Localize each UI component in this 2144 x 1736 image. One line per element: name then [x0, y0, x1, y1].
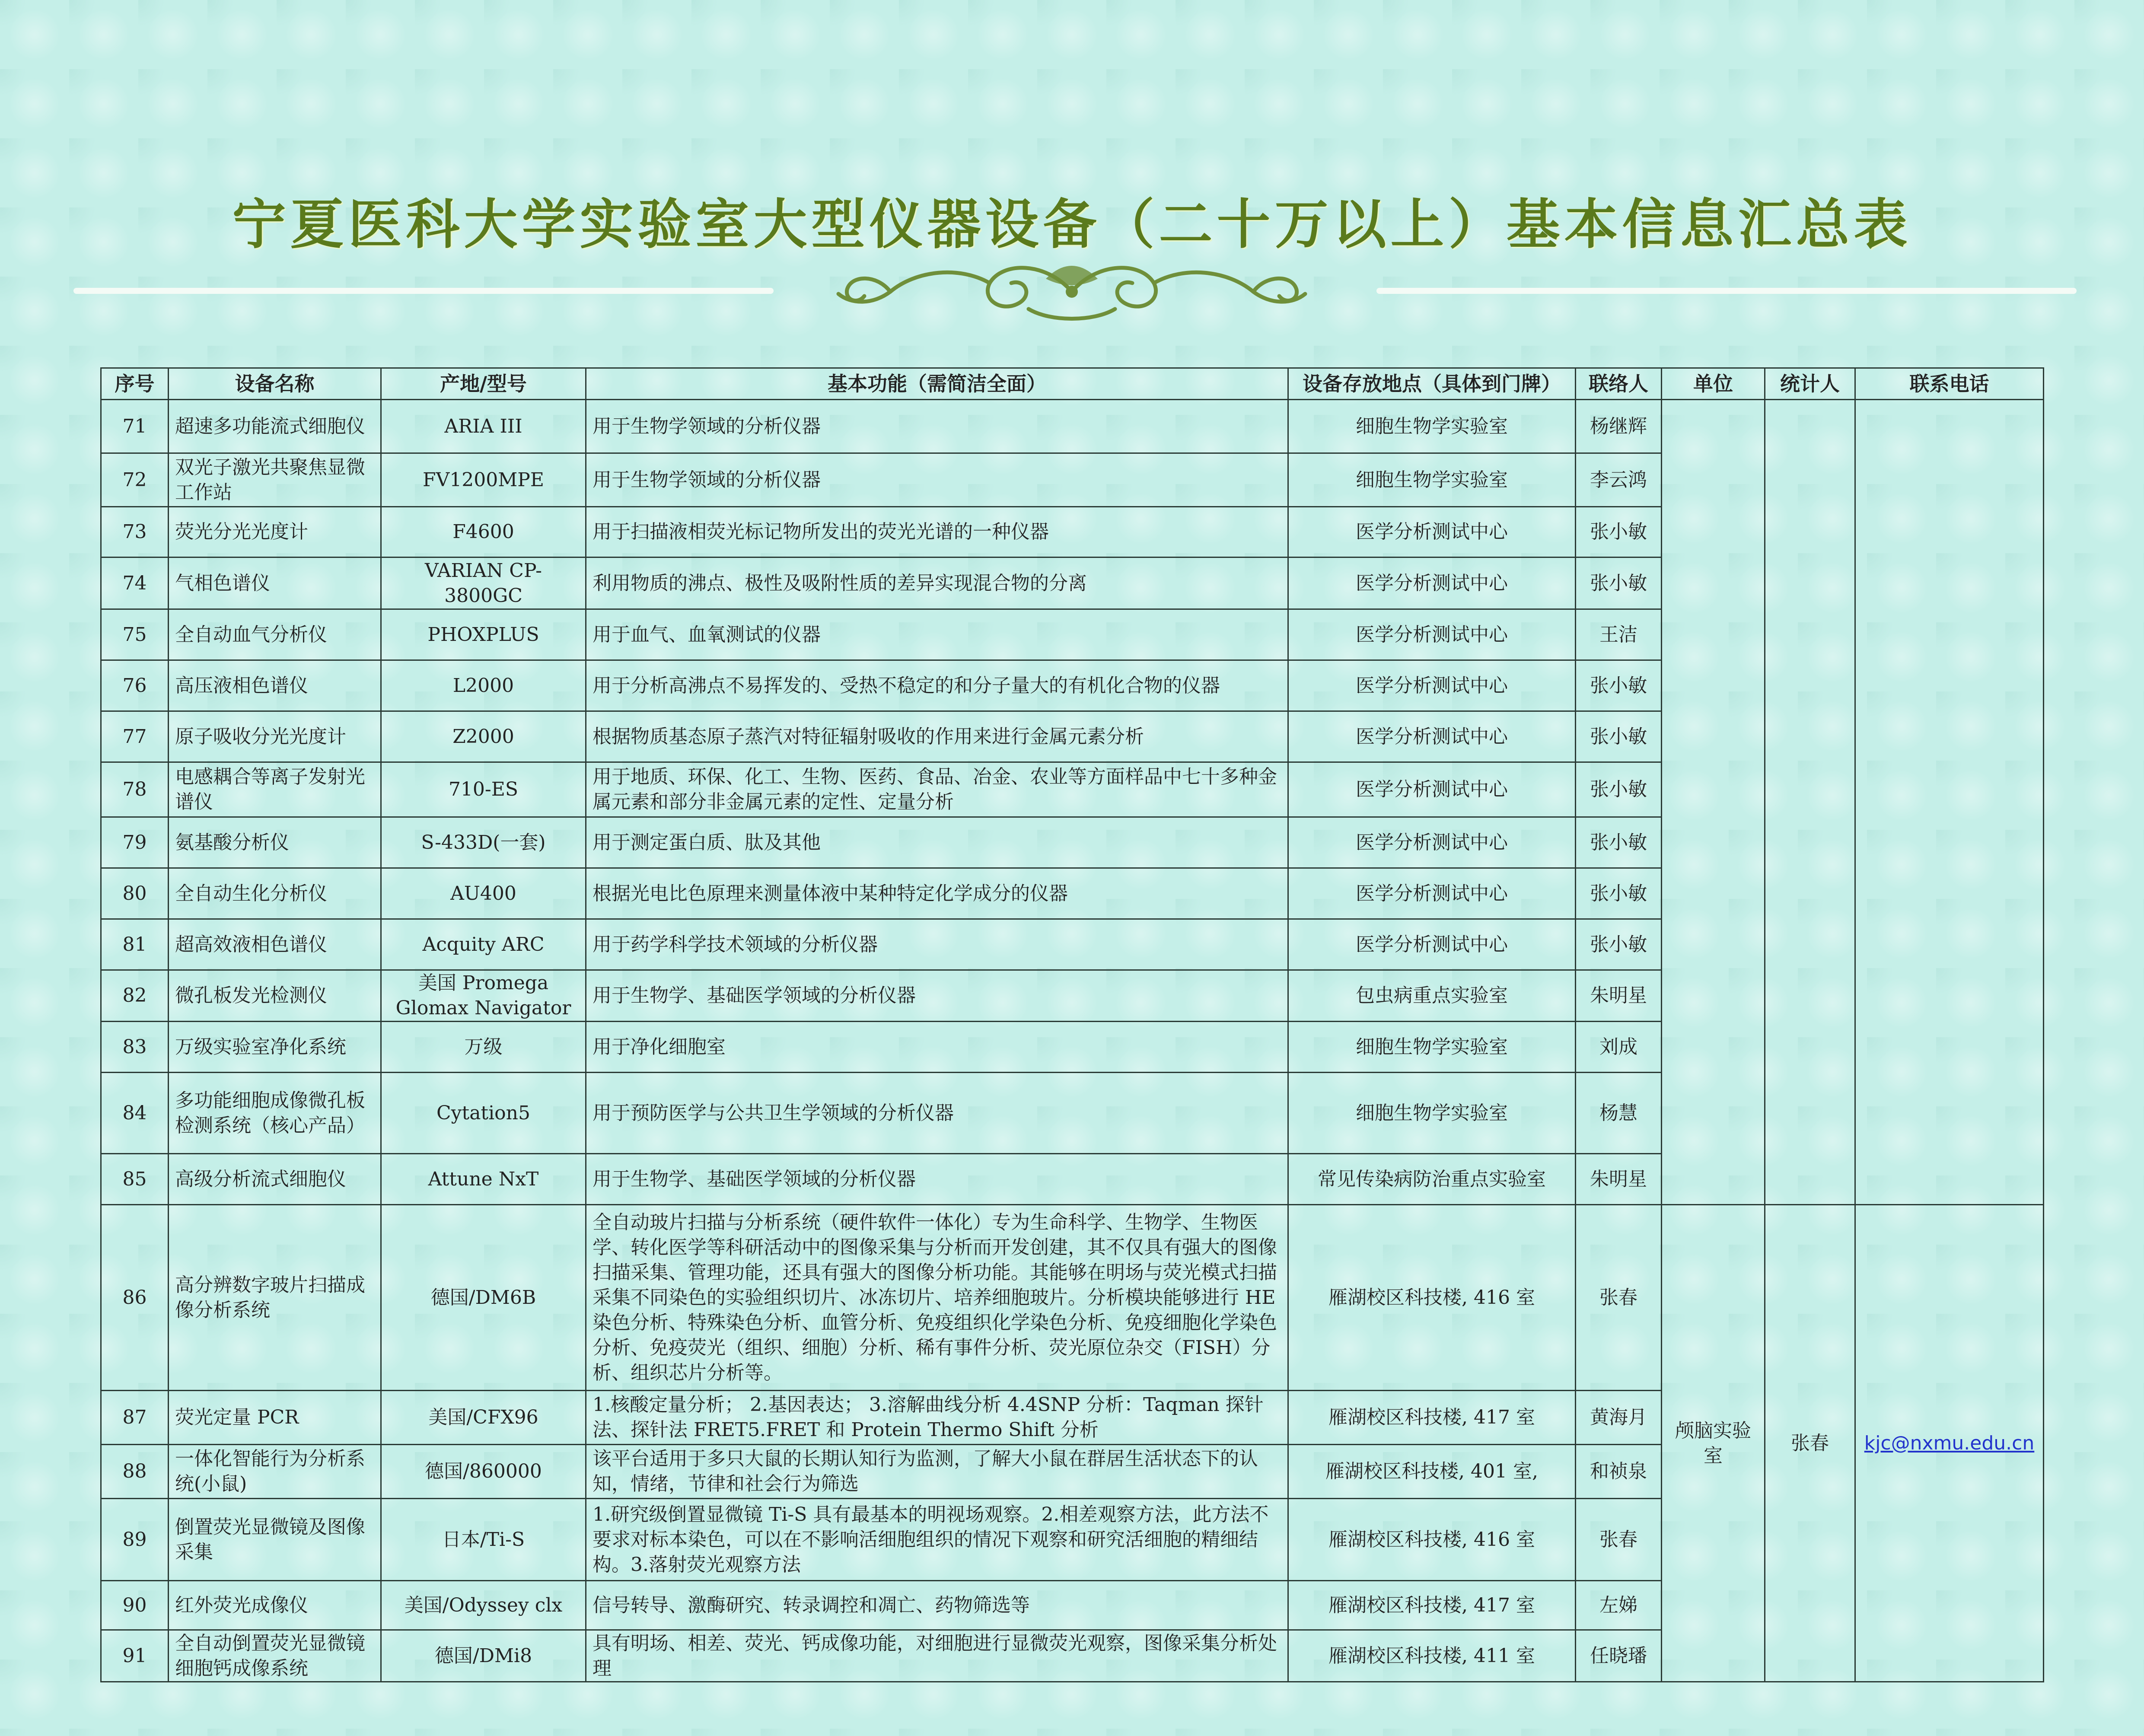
cell-seq: 76	[101, 660, 169, 711]
header-contact: 联络人	[1576, 368, 1662, 400]
cell-model: Acquity ARC	[381, 919, 586, 970]
cell-name: 荧光分光光度计	[169, 507, 381, 557]
cell-function: 用于预防医学与公共卫生学领域的分析仪器	[586, 1073, 1288, 1154]
cell-model: Z2000	[381, 711, 586, 762]
cell-location: 医学分析测试中心	[1288, 507, 1576, 557]
cell-contact: 杨继辉	[1576, 400, 1662, 453]
cell-function: 用于测定蛋白质、肽及其他	[586, 817, 1288, 868]
cell-location: 细胞生物学实验室	[1288, 1022, 1576, 1073]
cell-phone-blank	[1855, 400, 2044, 1205]
cell-location: 常见传染病防治重点实验室	[1288, 1154, 1576, 1205]
cell-location: 医学分析测试中心	[1288, 868, 1576, 919]
cell-name: 原子吸收分光光度计	[169, 711, 381, 762]
flourish-ornament-icon	[787, 253, 1357, 331]
cell-function: 根据光电比色原理来测量体液中某种特定化学成分的仪器	[586, 868, 1288, 919]
cell-contact: 朱明星	[1576, 1154, 1662, 1205]
cell-function: 用于生物学领域的分析仪器	[586, 453, 1288, 507]
cell-function: 用于血气、血氧测试的仪器	[586, 609, 1288, 660]
cell-function: 1.研究级倒置显微镜 Ti-S 具有最基本的明视场观察。2.相差观察方法，此方法不要求对标本染色，可以在不影响活细胞组织的情况下观察和研究活细胞的精细结构。3.落射荧光观察方法	[586, 1499, 1288, 1581]
cell-model: AU400	[381, 868, 586, 919]
cell-seq: 84	[101, 1073, 169, 1154]
cell-model: 万级	[381, 1022, 586, 1073]
header-stat: 统计人	[1765, 368, 1855, 400]
cell-function: 用于净化细胞室	[586, 1022, 1288, 1073]
cell-name: 高压液相色谱仪	[169, 660, 381, 711]
cell-location: 细胞生物学实验室	[1288, 453, 1576, 507]
cell-model: Attune NxT	[381, 1154, 586, 1205]
cell-contact: 朱明星	[1576, 970, 1662, 1022]
cell-model: ARIA III	[381, 400, 586, 453]
cell-contact: 和祯泉	[1576, 1445, 1662, 1499]
cell-contact: 张小敏	[1576, 762, 1662, 817]
cell-function: 用于药学科学技术领域的分析仪器	[586, 919, 1288, 970]
cell-seq: 87	[101, 1391, 169, 1445]
cell-model: FV1200MPE	[381, 453, 586, 507]
page-title: 宁夏医科大学实验室大型仪器设备（二十万以上）基本信息汇总表	[232, 194, 1912, 256]
cell-location: 医学分析测试中心	[1288, 919, 1576, 970]
cell-seq: 89	[101, 1499, 169, 1581]
cell-model: F4600	[381, 507, 586, 557]
cell-seq: 81	[101, 919, 169, 970]
cell-contact: 张小敏	[1576, 817, 1662, 868]
cell-name: 微孔板发光检测仪	[169, 970, 381, 1022]
header-phone: 联系电话	[1855, 368, 2044, 400]
cell-location: 雁湖校区科技楼, 411 室	[1288, 1630, 1576, 1682]
cell-function: 根据物质基态原子蒸汽对特征辐射吸收的作用来进行金属元素分析	[586, 711, 1288, 762]
cell-model: 德国/DMi8	[381, 1630, 586, 1682]
header-function: 基本功能（需简洁全面）	[586, 368, 1288, 400]
cell-function: 全自动玻片扫描与分析系统（硬件软件一体化）专为生命科学、生物学、生物医学、转化医学等科研活动中的图像采集与分析而开发创建，其不仅具有强大的图像扫描采集、管理功能，还具有强大的图像分析功能。其能够在明场与荧光模式扫描采集不同染色的实验组织切片、冰冻切片、培养细胞玻片。分析模块能够进行 HE 染色分析、特殊染色分析、血管分析、免疫组织化学染色分析、免疫细胞化学染色分析、免疫荧光（组织、细胞）分析、稀有事件分析、荧光原位杂交（FISH）分析、组织芯片分析等。	[586, 1205, 1288, 1391]
cell-name: 电感耦合等离子发射光谱仪	[169, 762, 381, 817]
cell-name: 超高效液相色谱仪	[169, 919, 381, 970]
cell-seq: 85	[101, 1154, 169, 1205]
cell-function: 利用物质的沸点、极性及吸附性质的差异实现混合物的分离	[586, 557, 1288, 609]
cell-contact: 李云鸿	[1576, 453, 1662, 507]
cell-contact: 张小敏	[1576, 660, 1662, 711]
cell-name: 万级实验室净化系统	[169, 1022, 381, 1073]
cell-model: PHOXPLUS	[381, 609, 586, 660]
cell-seq: 82	[101, 970, 169, 1022]
cell-seq: 91	[101, 1630, 169, 1682]
cell-model: L2000	[381, 660, 586, 711]
cell-name: 超速多功能流式细胞仪	[169, 400, 381, 453]
cell-model: S-433D(一套)	[381, 817, 586, 868]
cell-name: 高分辨数字玻片扫描成像分析系统	[169, 1205, 381, 1391]
cell-contact: 张春	[1576, 1499, 1662, 1581]
cell-name: 红外荧光成像仪	[169, 1581, 381, 1630]
cell-function: 用于扫描液相荧光标记物所发出的荧光光谱的一种仪器	[586, 507, 1288, 557]
cell-name: 全自动倒置荧光显微镜细胞钙成像系统	[169, 1630, 381, 1682]
cell-seq: 80	[101, 868, 169, 919]
header-unit: 单位	[1662, 368, 1765, 400]
cell-contact: 左娣	[1576, 1581, 1662, 1630]
cell-contact: 任晓璠	[1576, 1630, 1662, 1682]
cell-seq: 71	[101, 400, 169, 453]
cell-contact: 张小敏	[1576, 919, 1662, 970]
cell-contact: 王洁	[1576, 609, 1662, 660]
table-header-row	[101, 368, 2044, 400]
cell-location: 医学分析测试中心	[1288, 557, 1576, 609]
cell-location: 雁湖校区科技楼, 417 室	[1288, 1391, 1576, 1445]
cell-location: 医学分析测试中心	[1288, 660, 1576, 711]
title-rule-left	[73, 288, 774, 294]
cell-name: 一体化智能行为分析系统(小鼠)	[169, 1445, 381, 1499]
cell-seq: 74	[101, 557, 169, 609]
cell-location: 包虫病重点实验室	[1288, 970, 1576, 1022]
cell-contact: 张小敏	[1576, 557, 1662, 609]
cell-contact: 刘成	[1576, 1022, 1662, 1073]
cell-model: 美国 Promega Glomax Navigator	[381, 970, 586, 1022]
contact-email-link[interactable]: kjc@nxmu.edu.cn	[1864, 1432, 2035, 1454]
cell-location: 雁湖校区科技楼, 416 室	[1288, 1205, 1576, 1391]
cell-seq: 78	[101, 762, 169, 817]
equipment-table	[100, 367, 2044, 1682]
cell-name: 多功能细胞成像微孔板检测系统（核心产品）	[169, 1073, 381, 1154]
cell-stat: 张春	[1765, 1205, 1855, 1682]
cell-function: 1.核酸定量分析； 2.基因表达； 3.溶解曲线分析 4.4SNP 分析：Taqman 探针法、探针法 FRET5.FRET 和 Protein Thermo Shift 分析	[586, 1391, 1288, 1445]
cell-model: 德国/DM6B	[381, 1205, 586, 1391]
cell-contact: 黄海月	[1576, 1391, 1662, 1445]
header-seq: 序号	[101, 368, 169, 400]
table-row	[101, 1205, 2044, 1391]
cell-unit: 颅脑实验室	[1662, 1205, 1765, 1682]
cell-location: 医学分析测试中心	[1288, 609, 1576, 660]
cell-seq: 79	[101, 817, 169, 868]
cell-stat-blank	[1765, 400, 1855, 1205]
cell-model: 710-ES	[381, 762, 586, 817]
header-model: 产地/型号	[381, 368, 586, 400]
cell-seq: 77	[101, 711, 169, 762]
header-name: 设备名称	[169, 368, 381, 400]
cell-location: 雁湖校区科技楼, 416 室	[1288, 1499, 1576, 1581]
cell-name: 双光子激光共聚焦显微工作站	[169, 453, 381, 507]
cell-contact: 张小敏	[1576, 868, 1662, 919]
cell-model: VARIAN CP-3800GC	[381, 557, 586, 609]
cell-seq: 86	[101, 1205, 169, 1391]
cell-name: 倒置荧光显微镜及图像采集	[169, 1499, 381, 1581]
cell-name: 气相色谱仪	[169, 557, 381, 609]
cell-location: 雁湖校区科技楼, 417 室	[1288, 1581, 1576, 1630]
cell-name: 全自动生化分析仪	[169, 868, 381, 919]
cell-function: 用于生物学、基础医学领域的分析仪器	[586, 970, 1288, 1022]
cell-seq: 72	[101, 453, 169, 507]
cell-function: 用于生物学、基础医学领域的分析仪器	[586, 1154, 1288, 1205]
cell-name: 高级分析流式细胞仪	[169, 1154, 381, 1205]
cell-location: 细胞生物学实验室	[1288, 1073, 1576, 1154]
cell-name: 氨基酸分析仪	[169, 817, 381, 868]
cell-model: 德国/860000	[381, 1445, 586, 1499]
cell-contact: 张小敏	[1576, 711, 1662, 762]
cell-function: 具有明场、相差、荧光、钙成像功能，对细胞进行显微荧光观察，图像采集分析处理	[586, 1630, 1288, 1682]
cell-function: 用于分析高沸点不易挥发的、受热不稳定的和分子量大的有机化合物的仪器	[586, 660, 1288, 711]
cell-model: 美国/Odyssey clx	[381, 1581, 586, 1630]
header-location: 设备存放地点（具体到门牌）	[1288, 368, 1576, 400]
cell-model: Cytation5	[381, 1073, 586, 1154]
cell-name: 荧光定量 PCR	[169, 1391, 381, 1445]
cell-seq: 73	[101, 507, 169, 557]
cell-location: 细胞生物学实验室	[1288, 400, 1576, 453]
cell-function: 用于生物学领域的分析仪器	[586, 400, 1288, 453]
cell-seq: 88	[101, 1445, 169, 1499]
table-row	[101, 400, 2044, 453]
cell-phone	[1855, 1205, 2044, 1682]
title-rule-right	[1376, 288, 2077, 294]
cell-name: 全自动血气分析仪	[169, 609, 381, 660]
cell-location: 雁湖校区科技楼, 401 室,	[1288, 1445, 1576, 1499]
cell-contact: 张小敏	[1576, 507, 1662, 557]
cell-function: 信号转导、激酶研究、转录调控和凋亡、药物筛选等	[586, 1581, 1288, 1630]
cell-contact: 张春	[1576, 1205, 1662, 1391]
cell-unit-blank	[1662, 400, 1765, 1205]
cell-location: 医学分析测试中心	[1288, 711, 1576, 762]
cell-model: 美国/CFX96	[381, 1391, 586, 1445]
cell-contact: 杨慧	[1576, 1073, 1662, 1154]
cell-location: 医学分析测试中心	[1288, 817, 1576, 868]
cell-seq: 75	[101, 609, 169, 660]
cell-model: 日本/Ti-S	[381, 1499, 586, 1581]
cell-location: 医学分析测试中心	[1288, 762, 1576, 817]
cell-seq: 83	[101, 1022, 169, 1073]
cell-seq: 90	[101, 1581, 169, 1630]
cell-function: 该平台适用于多只大鼠的长期认知行为监测，了解大小鼠在群居生活状态下的认知，情绪，节律和社会行为筛选	[586, 1445, 1288, 1499]
cell-function: 用于地质、环保、化工、生物、医药、食品、冶金、农业等方面样品中七十多种金属元素和部分非金属元素的定性、定量分析	[586, 762, 1288, 817]
